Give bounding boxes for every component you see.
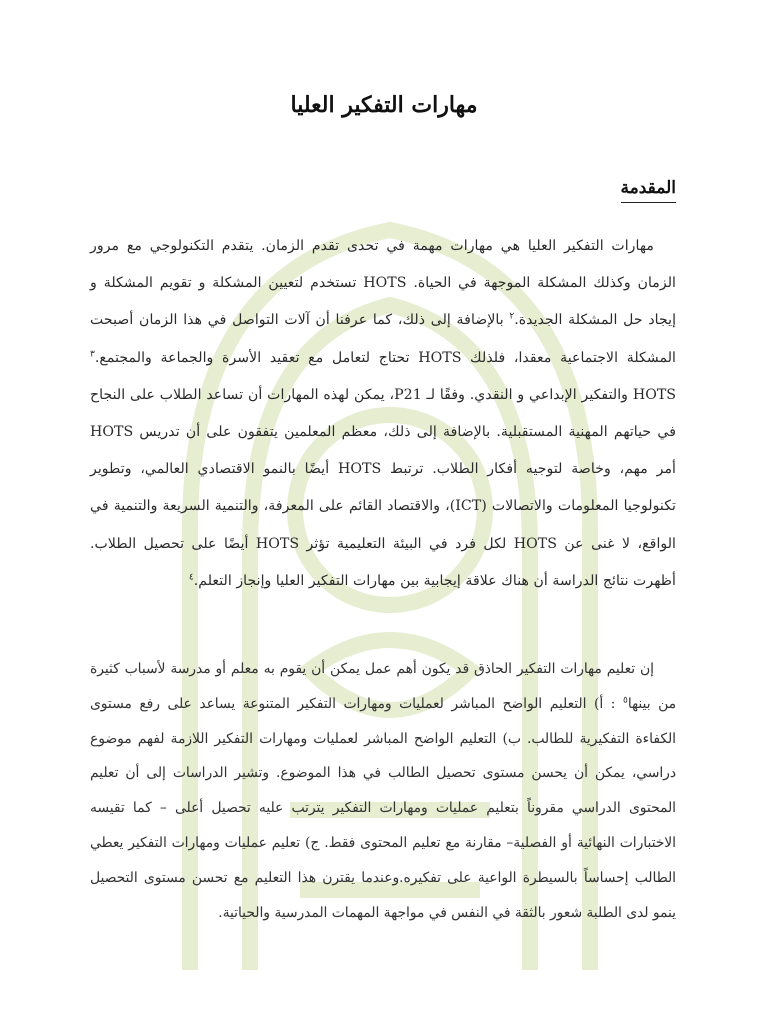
footnote-ref-2: ٢ xyxy=(509,311,515,322)
paragraph-intro-text-1: مهارات التفكير العليا هي مهارات مهمة في تحدى تقدم الزمان. يتقدم التكنولوجي مع مرور الزمان وكذلك المشكلة الموجهة في الحياة. HOTS تستخدم لتعيين المشكلة و تقويم المشكلة و إيجاد حل المشكلة الجديدة. xyxy=(90,238,677,329)
paragraph-intro-text-2: بالإضافة إلى ذلك، كما عرفنا أن آلات التواصل في هذا الزمان أصبحت المشكلة الاجتماعية معقدا، فلذلك HOTS تحتاج لتعامل مع تعقيد الأسرة والجماعة والمجتمع. xyxy=(90,312,676,366)
paragraph-teaching-text-1: إن تعليم مهارات التفكير الحاذق قد يكون أهم عمل يمكن أن يقوم به معلم أو مدرسة لأسباب كثيرة من بينها xyxy=(90,661,676,712)
paragraph-teaching-text-2: : أ) التعليم الواضح المباشر لعمليات ومهارات التفكير المتنوعة يساعد على رفع مستوى الكفاءة التفكيرية للطالب. ب) التعليم الواضح المباشر لعمليات ومهارات التفكير اللازمة لفهم موضوع دراسي، يمكن أن يحسن مستوى تحصيل الطالب في هذا الموضوع. وتشير الدراسات إلى أن تعليم المحتوى الدراسي مقروناً بتعليم عمليات ومهارات التفكير يترتب عليه تحصيل أعلى – كما تقيسه الاختبارات النهائية أو الفصلية– مقارنة مع تعليم المحتوى فقط. ج) تعليم عمليات ومهارات التفكير يعطي الطالب إحساساً بالسيطرة الواعية على تفكيره.وعندما يقترن هذا التعليم مع تحسن مستوى التحصيل ينمو لدى الطلبة شعور بالثقة في النفس في مواجهة المهمات المدرسية والحياتية. xyxy=(90,695,676,921)
paragraph-intro xyxy=(90,228,676,600)
section-heading: المقدمة xyxy=(621,178,676,203)
footnote-ref-3: ٣ xyxy=(90,348,95,359)
paragraph-intro-text-3: HOTS والتفكير الإبداعي و النقدي. وفقًا لـ P21، يمكن لهذه المهارات أن تساعد الطلاب على النجاح في حياتهم المهنية المستقبلية. بالإضافة إلى ذلك، معظم المعلمين يتفقون على أن تدريس HOTS أمر مهم، وخاصة لتوجيه أفكار الطلاب. ترتبط HOTS أيضًا بالنمو الاقتصادي العالمي، وتطوير تكنولوجيا المعلومات والاتصالات (ICT)، والاقتصاد القائم على المعرفة، والتنمية السريعة والتنمية في الواقع، لا غنى عن HOTS لكل فرد في البيئة التعليمية تؤثر HOTS أيضًا على تحصيل الطلاب. أظهرت نتائج الدراسة أن هناك علاقة إيجابية بين مهارات التفكير العليا وإنجاز التعلم. xyxy=(90,386,677,589)
footnote-ref-5: ٥ xyxy=(622,695,628,706)
footnote-ref-4: ٤ xyxy=(188,572,194,583)
document-title: مهارات التفكير العليا xyxy=(290,92,478,118)
paragraph-teaching xyxy=(90,652,676,930)
